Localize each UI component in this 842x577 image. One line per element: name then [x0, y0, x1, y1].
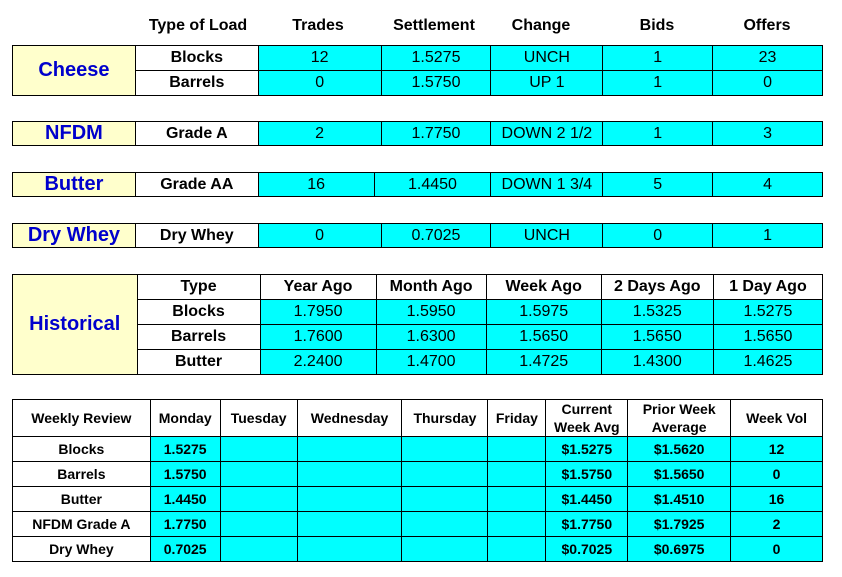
week-ago-cell: 1.5975	[486, 300, 601, 325]
thursday-cell	[402, 462, 488, 487]
header-prior-line1: Prior Week	[642, 401, 716, 417]
tuesday-cell	[220, 437, 297, 462]
trades-cell: 12	[258, 46, 381, 71]
header-2-days-ago: 2 Days Ago	[601, 275, 713, 300]
header-1-day-ago: 1 Day Ago	[713, 275, 822, 300]
cheese-table	[12, 45, 823, 96]
header-week-ago: Week Ago	[486, 275, 601, 300]
change-cell: UP 1	[491, 71, 603, 96]
header-monday: Monday	[150, 400, 220, 437]
weekly-review-table	[12, 399, 823, 562]
settlement-cell: 1.4450	[374, 173, 491, 197]
change-cell: UNCH	[491, 224, 603, 248]
one-day-ago-cell: 1.5650	[713, 325, 822, 350]
nfdm-type-cell: Grade A	[135, 122, 258, 146]
header-thursday: Thursday	[402, 400, 488, 437]
week-vol-cell: 12	[731, 437, 823, 462]
weekly-row-label: Barrels	[13, 462, 151, 487]
wednesday-cell	[297, 437, 402, 462]
tuesday-cell	[220, 512, 297, 537]
wednesday-cell	[297, 537, 402, 562]
table-row	[13, 537, 823, 562]
two-days-ago-cell: 1.5650	[601, 325, 713, 350]
prior-week-avg-cell: $1.4510	[628, 487, 731, 512]
weekly-header-row	[13, 400, 823, 437]
weekly-review-label: Weekly Review	[13, 400, 151, 437]
change-cell: UNCH	[491, 46, 603, 71]
monday-cell: 1.4450	[150, 487, 220, 512]
header-prior-week-average	[628, 400, 731, 437]
trades-cell: 0	[258, 71, 381, 96]
table-row	[13, 275, 823, 300]
thursday-cell	[402, 487, 488, 512]
thursday-cell	[402, 512, 488, 537]
offers-cell: 3	[713, 122, 823, 146]
cheese-type-cell: Barrels	[135, 71, 258, 96]
month-ago-cell: 1.4700	[376, 350, 486, 375]
top-header	[0, 17, 842, 39]
prior-week-avg-cell: $1.5620	[628, 437, 731, 462]
bids-cell: 5	[603, 173, 713, 197]
week-vol-cell: 2	[731, 512, 823, 537]
settlement-cell: 1.7750	[381, 122, 491, 146]
cheese-label: Cheese	[13, 46, 136, 96]
header-type-of-load: Type of Load	[148, 17, 248, 34]
wednesday-cell	[297, 512, 402, 537]
weekly-row-label: Dry Whey	[13, 537, 151, 562]
offers-cell: 4	[713, 173, 823, 197]
drywhey-label: Dry Whey	[13, 224, 136, 248]
tuesday-cell	[220, 537, 297, 562]
monday-cell: 1.5750	[150, 462, 220, 487]
header-type: Type	[137, 275, 260, 300]
table-row	[13, 462, 823, 487]
weekly-row-label: Butter	[13, 487, 151, 512]
trades-cell: 0	[258, 224, 381, 248]
nfdm-label: NFDM	[13, 122, 136, 146]
butter-type-cell: Grade AA	[135, 173, 258, 197]
week-vol-cell: 0	[731, 462, 823, 487]
friday-cell	[488, 437, 546, 462]
friday-cell	[488, 487, 546, 512]
month-ago-cell: 1.6300	[376, 325, 486, 350]
table-row	[13, 46, 823, 71]
historical-type-cell: Butter	[137, 350, 260, 375]
week-vol-cell: 0	[731, 537, 823, 562]
butter-label: Butter	[13, 173, 136, 197]
current-week-avg-cell: $1.4450	[546, 487, 628, 512]
historical-table	[12, 274, 823, 375]
offers-cell: 1	[713, 224, 823, 248]
bids-cell: 0	[603, 224, 713, 248]
cheese-type-cell: Blocks	[135, 46, 258, 71]
header-year-ago: Year Ago	[260, 275, 376, 300]
friday-cell	[488, 512, 546, 537]
header-wednesday: Wednesday	[297, 400, 402, 437]
two-days-ago-cell: 1.5325	[601, 300, 713, 325]
table-row	[13, 487, 823, 512]
month-ago-cell: 1.5950	[376, 300, 486, 325]
table-row	[13, 512, 823, 537]
bids-cell: 1	[603, 122, 713, 146]
header-current-line1: Current	[561, 401, 613, 417]
monday-cell: 1.7750	[150, 512, 220, 537]
historical-type-cell: Barrels	[137, 325, 260, 350]
settlement-cell: 1.5275	[381, 46, 491, 71]
current-week-avg-cell: $1.7750	[546, 512, 628, 537]
tuesday-cell	[220, 462, 297, 487]
header-change: Change	[511, 17, 571, 34]
wednesday-cell	[297, 462, 402, 487]
two-days-ago-cell: 1.4300	[601, 350, 713, 375]
header-offers: Offers	[743, 17, 791, 34]
current-week-avg-cell: $1.5750	[546, 462, 628, 487]
wednesday-cell	[297, 487, 402, 512]
weekly-row-label: NFDM Grade A	[13, 512, 151, 537]
thursday-cell	[402, 437, 488, 462]
settlement-cell: 0.7025	[381, 224, 491, 248]
tuesday-cell	[220, 487, 297, 512]
bids-cell: 1	[603, 46, 713, 71]
table-row	[13, 173, 823, 197]
settlement-cell: 1.5750	[381, 71, 491, 96]
one-day-ago-cell: 1.5275	[713, 300, 822, 325]
year-ago-cell: 2.2400	[260, 350, 376, 375]
header-friday: Friday	[488, 400, 546, 437]
header-prior-line2: Average	[651, 419, 707, 435]
trades-cell: 16	[258, 173, 374, 197]
prior-week-avg-cell: $1.7925	[628, 512, 731, 537]
week-ago-cell: 1.4725	[486, 350, 601, 375]
bids-cell: 1	[603, 71, 713, 96]
nfdm-table	[12, 121, 823, 146]
weekly-row-label: Blocks	[13, 437, 151, 462]
monday-cell: 1.5275	[150, 437, 220, 462]
offers-cell: 0	[713, 71, 823, 96]
week-ago-cell: 1.5650	[486, 325, 601, 350]
friday-cell	[488, 537, 546, 562]
friday-cell	[488, 462, 546, 487]
butter-table	[12, 172, 823, 197]
header-current-line2: Week Avg	[553, 419, 620, 435]
header-tuesday: Tuesday	[220, 400, 297, 437]
header-settlement: Settlement	[393, 17, 475, 34]
header-month-ago: Month Ago	[376, 275, 486, 300]
change-cell: DOWN 1 3/4	[491, 173, 603, 197]
trades-cell: 2	[258, 122, 381, 146]
week-vol-cell: 16	[731, 487, 823, 512]
current-week-avg-cell: $1.5275	[546, 437, 628, 462]
header-trades: Trades	[292, 17, 344, 34]
historical-label: Historical	[13, 275, 138, 375]
year-ago-cell: 1.7600	[260, 325, 376, 350]
table-row	[13, 122, 823, 146]
historical-type-cell: Blocks	[137, 300, 260, 325]
drywhey-type-cell: Dry Whey	[135, 224, 258, 248]
current-week-avg-cell: $0.7025	[546, 537, 628, 562]
header-current-week-avg	[546, 400, 628, 437]
prior-week-avg-cell: $1.5650	[628, 462, 731, 487]
table-row	[13, 224, 823, 248]
header-week-vol: Week Vol	[731, 400, 823, 437]
offers-cell: 23	[713, 46, 823, 71]
thursday-cell	[402, 537, 488, 562]
change-cell: DOWN 2 1/2	[491, 122, 603, 146]
prior-week-avg-cell: $0.6975	[628, 537, 731, 562]
table-row	[13, 437, 823, 462]
monday-cell: 0.7025	[150, 537, 220, 562]
header-bids: Bids	[639, 17, 675, 34]
one-day-ago-cell: 1.4625	[713, 350, 822, 375]
drywhey-table	[12, 223, 823, 248]
year-ago-cell: 1.7950	[260, 300, 376, 325]
